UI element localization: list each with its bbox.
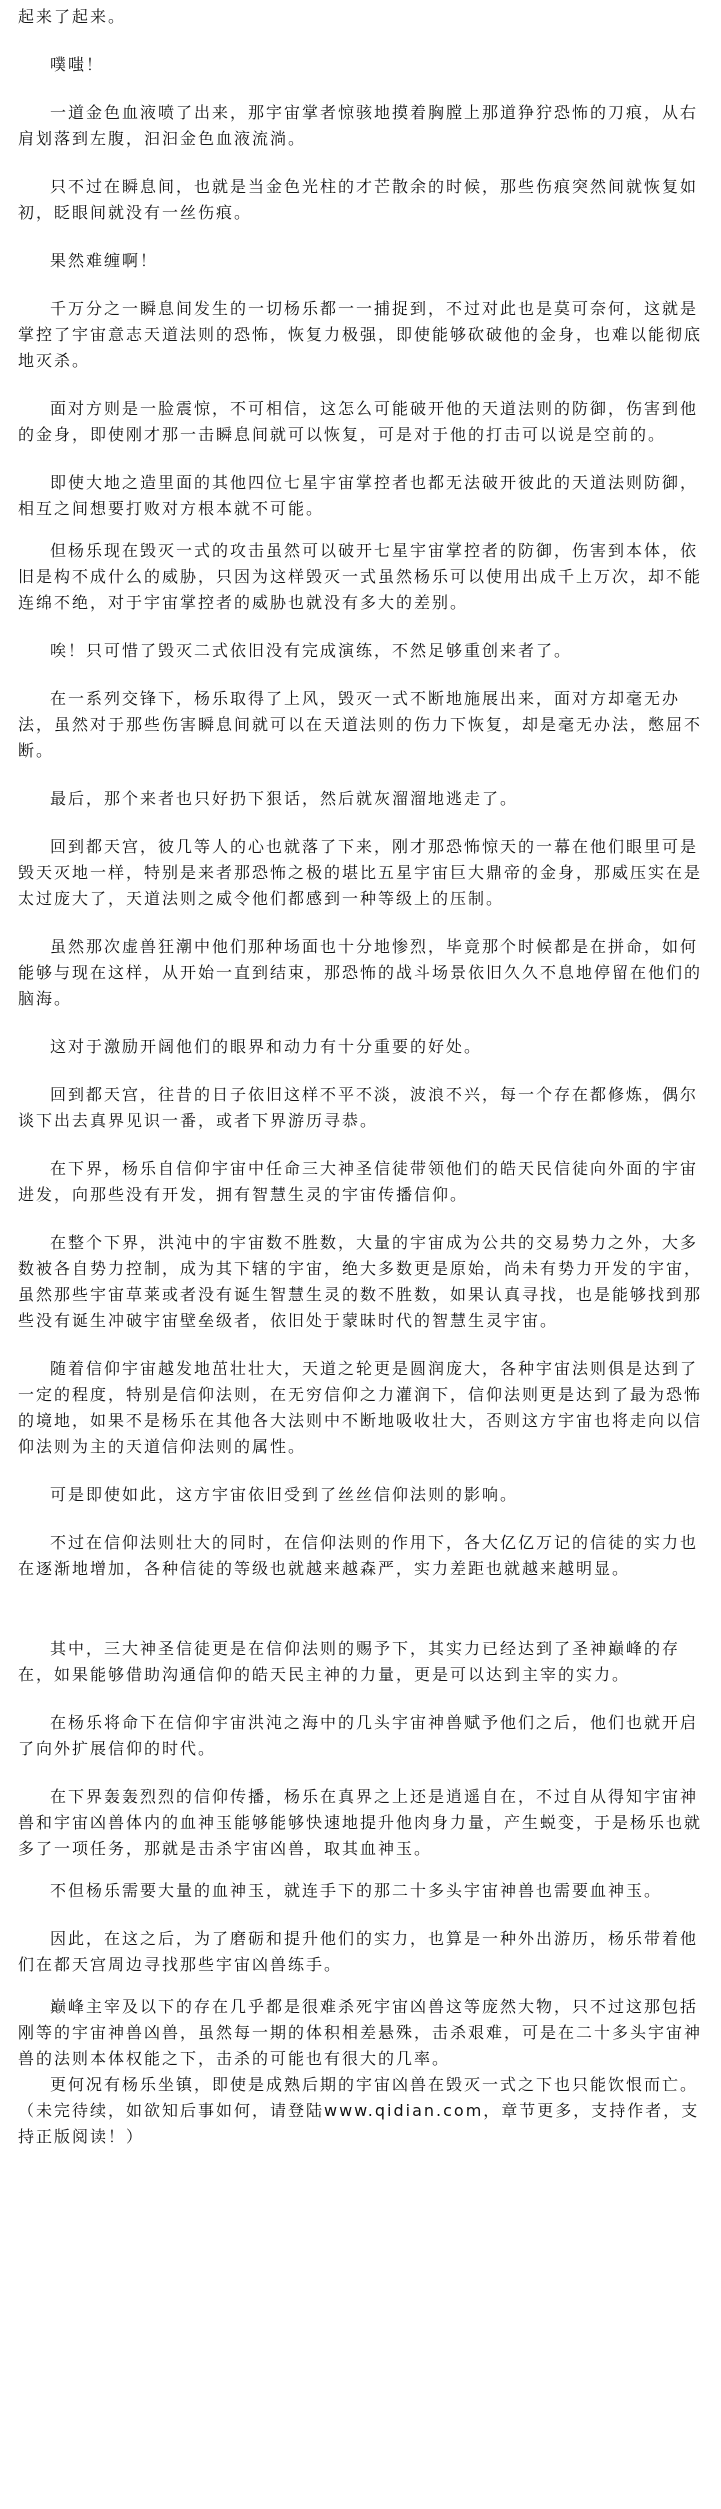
paragraph: 但杨乐现在毁灭一式的攻击虽然可以破开七星宇宙掌控者的防御，伤害到本体，依旧是构不成什么的威胁，只因为这样毁灭一式虽然杨乐可以使用出成千上万次，却不能连绵不绝，对于宇宙掌控者的威胁也就没有多大的差别。 — [18, 541, 703, 612]
paragraph: 回到都天宫，往昔的日子依旧这样不平不淡，波浪不兴，每一个存在都修炼，偶尔谈下出去真界见识一番，或者下界游历寻恭。 — [18, 1085, 699, 1130]
paragraph: 在下界轰轰烈烈的信仰传播，杨乐在真界之上还是逍遥自在，不过自从得知宇宙神兽和宇宙凶兽体内的血神玉能够能够快速地提升他肉身力量，产生蜕变，于是杨乐也就多了一项任务，那就是击杀宇宙凶兽，取其血神玉。 — [18, 1787, 703, 1858]
paragraph: 这对于激励开阔他们的眼界和动力有十分重要的好处。 — [50, 1037, 483, 1056]
paragraph: 因此，在这之后，为了磨砺和提升他们的实力，也算是一种外出游历，杨乐带着他们在都天宫周边寻找那些宇宙凶兽练手。 — [18, 1929, 699, 1974]
paragraph: 在一系列交锋下，杨乐取得了上风，毁灭一式不断地施展出来，面对方却毫无办法，虽然对于那些伤害瞬息间就可以在天道法则的伤力下恢复，却是毫无办法，憋屈不断。 — [18, 689, 703, 760]
paragraph: 面对方则是一脸震惊，不可相信，这怎么可能破开他的天道法则的防御，伤害到他的金身，即使刚才那一击瞬息间就可以恢复，可是对于他的打击可以说是空前的。 — [18, 399, 699, 444]
paragraph: 唉！只可惜了毁灭二式依旧没有完成演练，不然足够重创来者了。 — [50, 641, 573, 660]
paragraph: 千万分之一瞬息间发生的一切杨乐都一一捕捉到，不过对此也是莫可奈何，这就是掌控了宇宙意志天道法则的恐怖，恢复力极强，即使能够砍破他的金身，也难以能彻底地灭杀。 — [18, 299, 703, 370]
paragraph: 果然难缠啊！ — [50, 251, 159, 270]
paragraph: 在杨乐将命下在信仰宇宙洪沌之海中的几头宇宙神兽赋予他们之后，他们也就开启了向外扩展信仰的时代。 — [18, 1713, 699, 1758]
paragraph: 不但杨乐需要大量的血神玉，就连手下的那二十多头宇宙神兽也需要血神玉。 — [50, 1881, 663, 1900]
paragraph: 噗嗤！ — [50, 55, 105, 74]
paragraph: 只不过在瞬息间，也就是当金色光柱的才芒散余的时候，那些伤痕突然间就恢复如初，眨眼间就没有一丝伤痕。 — [18, 177, 699, 222]
paragraph: 其中，三大神圣信徒更是在信仰法则的赐予下，其实力已经达到了圣神巅峰的存在，如果能够借助沟通信仰的皓天民主神的力量，更是可以达到主宰的实力。 — [18, 1639, 681, 1684]
paragraph: 最后，那个来者也只好扔下狠话，然后就灰溜溜地逃走了。 — [50, 789, 519, 808]
paragraph: 巅峰主宰及以下的存在几乎都是很难杀死宇宙凶兽这等庞然大物，只不过这那包括刚等的宇宙神兽凶兽，虽然每一期的体积相差悬殊，击杀艰难，可是在二十多头宇宙神兽的法则本体权能之下，击杀的可能也有很大的几率。 — [18, 1997, 703, 2068]
paragraph: 可是即使如此，这方宇宙依旧受到了丝丝信仰法则的影响。 — [50, 1485, 519, 1504]
paragraph: 一道金色血液喷了出来，那宇宙掌者惊骇地摸着胸膛上那道狰狞恐怖的刀痕，从右肩划落到左腹，汩汩金色血液流淌。 — [18, 103, 699, 148]
paragraph: 随着信仰宇宙越发地茁壮壮大，天道之轮更是圆润庞大，各种宇宙法则俱是达到了一定的程度，特别是信仰法则，在无穷信仰之力灌润下，信仰法则更是达到了最为恐怖的境地，如果不是杨乐在其他各大法则中不断地吸收壮大，否则这方宇宙也将走向以信仰法则为主的天道信仰法则的属性。 — [18, 1359, 703, 1456]
paragraph: 在整个下界，洪沌中的宇宙数不胜数，大量的宇宙成为公共的交易势力之外，大多数被各自势力控制，成为其下辖的宇宙，绝大多数更是原始，尚未有势力开发的宇宙，虽然那些宇宙草莱或者没有诞生智慧生灵的数不胜数，如果认真寻找，也是能够找到那些没有诞生冲破宇宙壁垒级者，依旧处于蒙昧时代的智慧生灵宇宙。 — [18, 1233, 703, 1330]
paragraph: 不过在信仰法则壮大的同时，在信仰法则的作用下，各大亿亿万记的信徒的实力也在逐渐地增加，各种信徒的等级也就越来越森严，实力差距也就越来越明显。 — [18, 1533, 699, 1578]
paragraph: 虽然那次虚兽狂潮中他们那种场面也十分地惨烈，毕竟那个时候都是在拼命，如何能够与现在这样，从开始一直到结束，那恐怖的战斗场景依旧久久不息地停留在他们的脑海。 — [18, 937, 703, 1008]
paragraph: 在下界，杨乐自信仰宇宙中任命三大神圣信徒带领他们的皓天民信徒向外面的宇宙进发，向那些没有开发，拥有智慧生灵的宇宙传播信仰。 — [18, 1159, 699, 1204]
paragraph: 回到都天宫，彼几等人的心也就落了下来，刚才那恐怖惊天的一幕在他们眼里可是毁天灭地一样，特别是来者那恐怖之极的堪比五星宇宙巨大鼎帝的金身，那威压实在是太过庞大了，天道法则之威令他们都感到一种等级上的压制。 — [18, 837, 703, 908]
paragraph: 即使大地之造里面的其他四位七星宇宙掌控者也都无法破开彼此的天道法则防御，相互之间想要打败对方根本就不可能。 — [18, 473, 699, 518]
paragraph: 更何况有杨乐坐镇，即使是成熟后期的宇宙凶兽在毁灭一式之下也只能饮恨而亡。（未完待续，如欲知后事如何，请登陆www.qidian.com，章节更多，支持作者，支持正版阅读！） — [18, 2075, 700, 2146]
paragraph: 起来了起来。 — [18, 7, 127, 26]
